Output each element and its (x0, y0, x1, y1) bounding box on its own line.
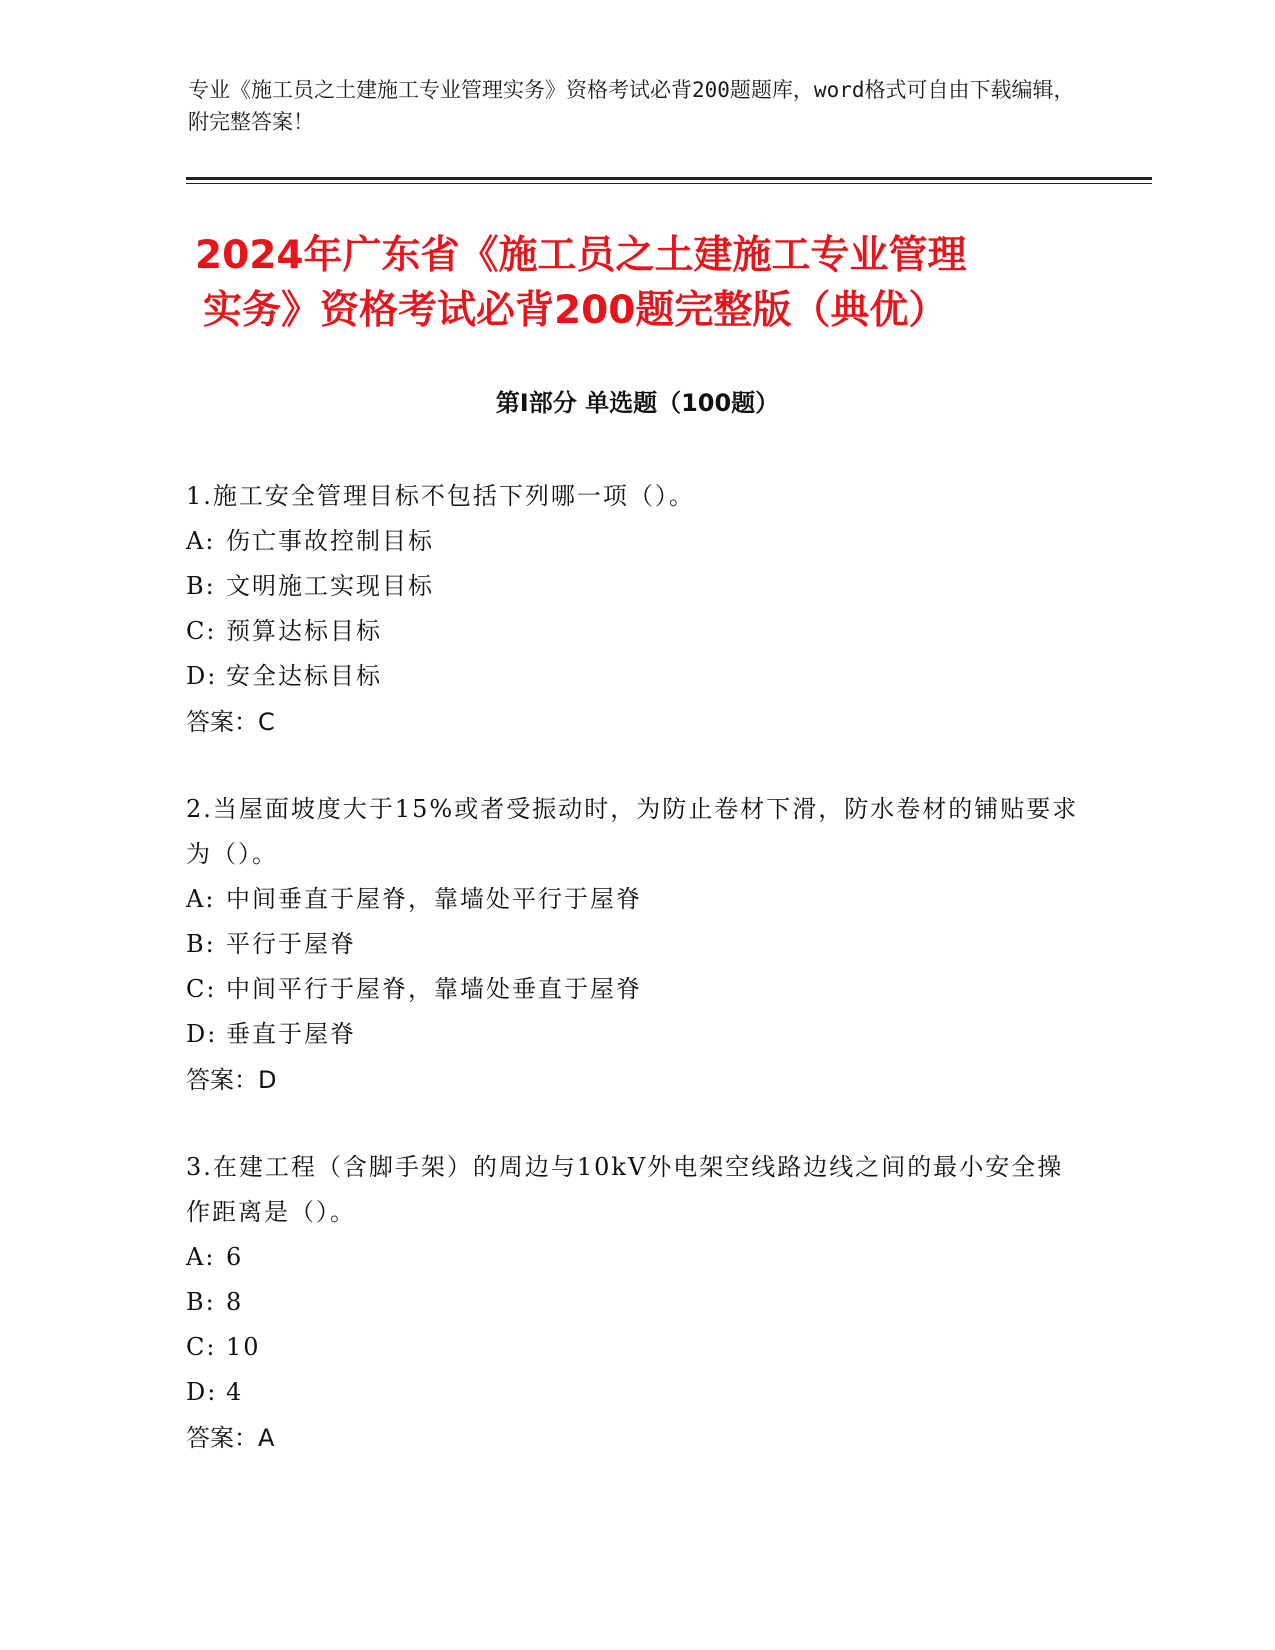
header-divider-thin (186, 183, 1152, 184)
option-c (186, 967, 1086, 1012)
option-text: 文明施工实现目标 (226, 572, 434, 600)
option-label: D: (186, 1378, 218, 1406)
option-text: 4 (226, 1378, 244, 1406)
option-label: A: (186, 527, 216, 555)
option-a (186, 519, 1086, 564)
section-heading: 第Ⅰ部分 单选题（100题） (495, 389, 780, 417)
option-text: 10 (226, 1333, 261, 1361)
question-stem: 3.在建工程（含脚手架）的周边与10kV外电架空线路边线之间的最小安全操作距离是（）。 (186, 1153, 1064, 1226)
option-text: 伤亡事故控制目标 (226, 527, 434, 555)
question-stem: 2.当屋面坡度大于15%或者受振动时，为防止卷材下滑，防水卷材的铺贴要求为（）。 (186, 795, 1079, 868)
option-label: B: (186, 572, 216, 600)
option-text: 6 (226, 1243, 244, 1271)
option-d (186, 1012, 1086, 1057)
question-list (186, 474, 1086, 1503)
option-a (186, 877, 1086, 922)
option-d (186, 1370, 1086, 1415)
option-b (186, 1280, 1086, 1325)
option-text: 中间垂直于屋脊，靠墙处平行于屋脊 (226, 885, 642, 913)
option-c (186, 1325, 1086, 1370)
option-text: 平行于屋脊 (226, 930, 356, 958)
option-text: 垂直于屋脊 (226, 1020, 356, 1048)
option-label: A: (186, 1243, 216, 1271)
option-text: 安全达标目标 (226, 662, 382, 690)
option-label: D: (186, 1020, 218, 1048)
option-text: 中间平行于屋脊，靠墙处垂直于屋脊 (226, 975, 642, 1003)
title-line-1: 2024年广东省《施工员之土建施工专业管理 (195, 233, 967, 278)
question-3 (186, 1145, 1086, 1461)
option-text: 8 (226, 1288, 244, 1316)
header-divider-thick (186, 177, 1152, 180)
title-line-2: 实务》资格考试必背200题完整版（典优） (203, 288, 948, 333)
option-a (186, 1235, 1086, 1280)
option-label: D: (186, 662, 218, 690)
option-label: B: (186, 930, 216, 958)
header-note: 专业《施工员之土建施工专业管理实务》资格考试必背200题题库，word格式可自由下载编辑，附完整答案！ (188, 78, 1075, 134)
document-title (195, 228, 1095, 338)
answer-text: 答案：D (186, 1066, 277, 1094)
option-b (186, 922, 1086, 967)
option-label: B: (186, 1288, 216, 1316)
answer-text: 答案：C (186, 708, 275, 736)
question-2 (186, 787, 1086, 1103)
answer-text: 答案：A (186, 1424, 275, 1452)
option-label: C: (186, 617, 217, 645)
option-b (186, 564, 1086, 609)
option-text: 预算达标目标 (226, 617, 382, 645)
question-stem: 1.施工安全管理目标不包括下列哪一项（）。 (186, 482, 695, 510)
question-1 (186, 474, 1086, 745)
option-label: A: (186, 885, 216, 913)
option-c (186, 609, 1086, 654)
option-label: C: (186, 975, 217, 1003)
option-d (186, 654, 1086, 699)
option-label: C: (186, 1333, 217, 1361)
